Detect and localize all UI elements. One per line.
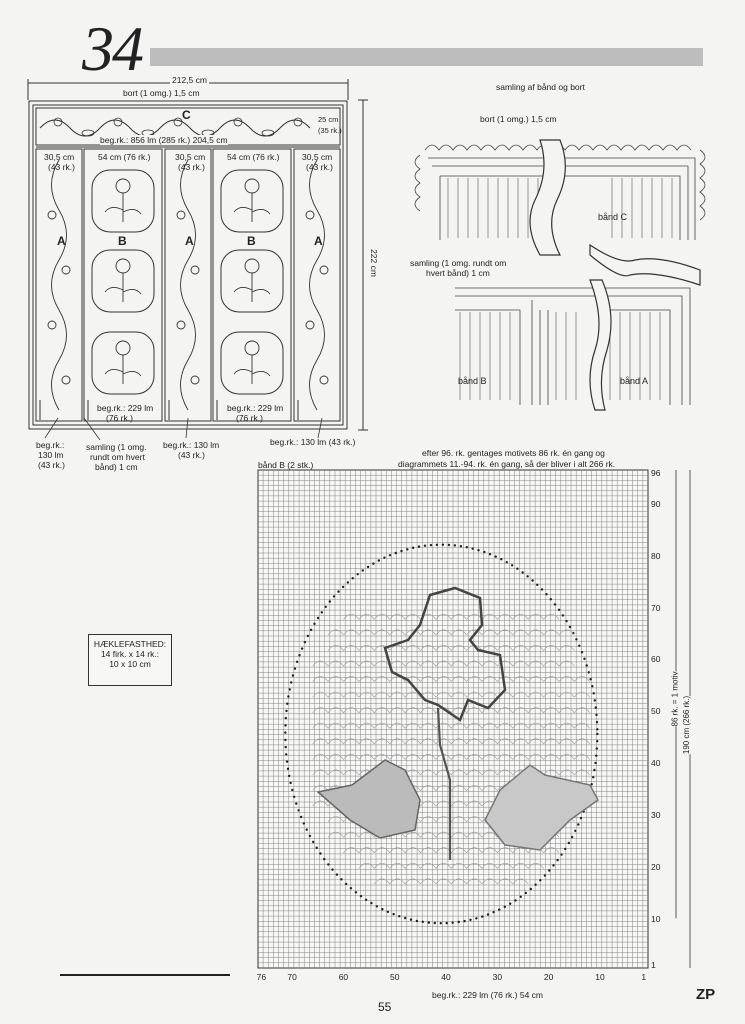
foot3-l1: beg.rk.: 130 lm [163,440,220,450]
right-tick: 50 [651,706,661,717]
foot1-l3: (43 rk.) [38,460,65,470]
b2-start: beg.rk.: 229 lm [227,403,284,413]
foot2-l3: bånd) 1 cm [95,462,138,472]
detail-band-c: bånd C [598,212,628,222]
right-tick: 10 [651,913,661,924]
foot1-l1: beg.rk.: [36,440,65,450]
overview-start-row: beg.rk.: 856 lm (285 rk.) 204,5 cm [100,135,228,145]
chart-motif: 86 rk. = 1 motiv [670,671,680,727]
bottom-tick: 50 [390,972,400,982]
right-tick: 90 [651,498,661,509]
chart-note-l1: efter 96. rk. gentages motivets 86 rk. én gang og [422,448,605,458]
chart-note-l2: diagrammets 11.-94. rk. én gang, så der bliver i alt 266 rk. [398,459,616,469]
right-tick: 1 [651,960,656,971]
right-tick: 20 [651,861,661,872]
strip-a1-width: 30,5 cm [44,152,75,162]
b1-start-rows: (76 rk.) [106,413,133,423]
bottom-tick: 40 [441,972,451,982]
detail-band-b: bånd B [458,376,487,386]
bottom-tick: 70 [287,972,297,982]
right-tick: 30 [651,810,661,820]
detail-border: bort (1 omg.) 1,5 cm [480,114,557,124]
folio: 55 [378,1000,392,1014]
uploader-mark: ZP [696,986,716,1003]
strip-a1-label: A [57,234,66,248]
foot4-l1: beg.rk.: 130 lm (43 rk.) [270,437,356,447]
detail-title: samling af bånd og bort [496,82,585,92]
right-tick: 70 [651,602,661,613]
detail-band-a: bånd A [620,376,649,386]
chart-total: 190 cm (266 rk.) [682,695,692,755]
bottom-tick: 30 [492,972,503,982]
bottom-tick: 20 [543,972,554,982]
strip-a3-width: 30,5 cm [302,152,333,162]
foot2-l1: samling (1 omg. [86,442,147,452]
right-tick: 40 [651,758,661,769]
right-tick: 80 [651,550,661,561]
gauge-stitches: 14 firk. x 14 rk.: [100,649,160,659]
strip-b1-label: B [118,234,127,248]
b2-start-rows: (76 rk.) [236,413,263,423]
foot1-l2: 130 lm [38,450,64,460]
foot3-l2: (43 rk.) [178,450,205,460]
detail-join-l2: hvert bånd) 1 cm [426,268,490,278]
right-tick: 60 [651,654,661,665]
gauge-size: 10 x 10 cm [109,659,151,669]
gauge-title: HÆKLEFASTHED: [93,639,167,649]
strip-a2-width: 30,5 cm [175,152,206,162]
band-c-label: C [182,108,191,122]
strip-a2-rows: (43 rk.) [178,162,205,172]
detail-join-l1: samling (1 omg. rundt om [410,258,507,268]
strip-b1-width: 54 cm (76 rk.) [98,152,151,162]
strip-b2-width: 54 cm (76 rk.) [227,152,280,162]
chart-bottom-label: beg.rk.: 229 lm (76 rk.) 54 cm [432,990,544,1000]
strip-a3-rows: (43 rk.) [306,162,333,172]
strip-a2-label: A [185,234,194,248]
b1-start: beg.rk.: 229 lm [97,403,154,413]
bottom-tick: 76 [256,972,267,982]
strip-a1-rows: (43 rk.) [48,162,75,172]
page-number: 34 [82,13,142,84]
overview-border: bort (1 omg.) 1,5 cm [123,88,200,98]
c-rows: (35 rk.) [318,126,342,135]
c-height: 25 cm [318,115,339,124]
bottom-tick: 1 [641,972,647,982]
bottom-tick: 10 [595,972,605,982]
overview-width: 212,5 cm [172,75,207,85]
bottom-tick: 60 [338,972,349,982]
strip-a3-label: A [314,234,323,248]
right-tick: 96 [651,467,661,478]
overview-height: 222 cm [368,249,379,277]
chart-band-label: bånd B (2 stk.) [258,460,314,470]
strip-b2-label: B [247,234,256,248]
foot2-l2: rundt om hvert [90,452,145,462]
